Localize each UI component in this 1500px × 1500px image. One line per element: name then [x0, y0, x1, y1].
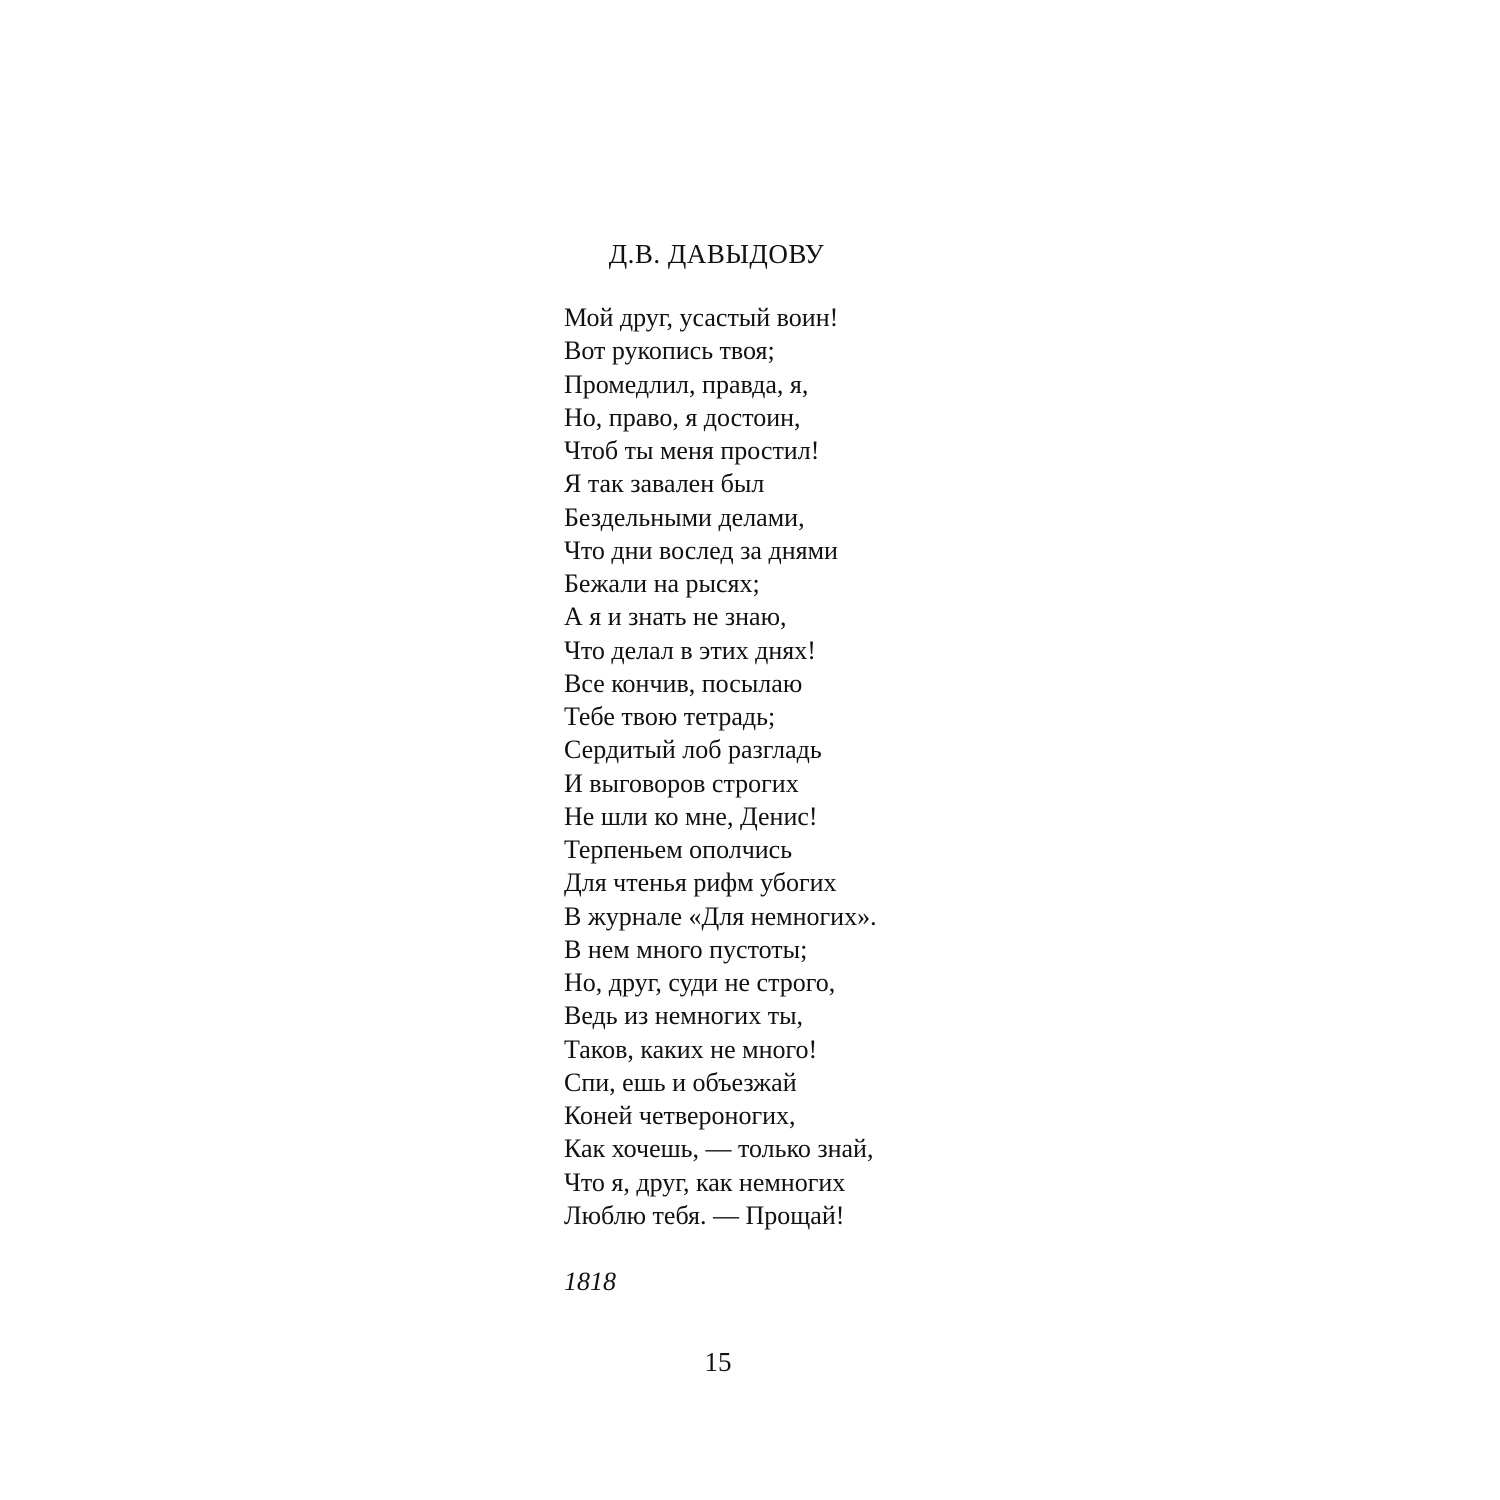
poem-line: Что дни вослед за днями: [564, 535, 838, 565]
poem-line: Как хочешь, — только знай,: [564, 1134, 874, 1164]
poem-line: В нем много пустоты;: [564, 934, 808, 964]
poem-title: Д.В. ДАВЫДОВУ: [608, 239, 825, 269]
poem-line: Не шли ко мне, Денис!: [564, 801, 818, 831]
poem-line: Люблю тебя. — Прощай!: [564, 1200, 845, 1230]
poem-line: Коней четвероногих,: [564, 1101, 796, 1130]
poem-line: Ведь из немногих ты,: [564, 1001, 804, 1031]
poem-line: Мой друг, усастый воин!: [564, 303, 839, 332]
poem-line: Я так завален был: [564, 469, 765, 499]
poem-line: Для чтенья рифм убогих: [564, 868, 837, 898]
poem-date: 1818: [564, 1267, 616, 1296]
poem-line: А я и знать не знаю,: [564, 602, 787, 632]
poem-line: Что делал в этих днях!: [564, 635, 816, 665]
poem-line: Что я, друг, как немногих: [564, 1167, 846, 1197]
poem-line: Но, друг, суди не строго,: [564, 968, 836, 997]
poem-line: И выговоров строгих: [564, 768, 799, 798]
poem-line: Тебе твою тетрадь;: [564, 702, 776, 731]
poem-line: Бездельными делами,: [564, 502, 805, 532]
poem-text: [564, 301, 984, 1232]
poem-line: Сердитый лоб разгладь: [564, 735, 822, 765]
poem-line: Но, право, я достоин,: [564, 402, 801, 432]
poem-line: Вот рукопись твоя;: [564, 336, 775, 366]
poem-line: В журнале «Для немногих».: [564, 901, 877, 931]
poem-line: Промедлил, правда, я,: [564, 369, 809, 399]
poem-line: Все кончив, посылаю: [564, 668, 803, 698]
poem-line: Спи, ешь и объезжай: [564, 1067, 797, 1097]
page-number: 15: [704, 1347, 732, 1377]
poem-line: Терпеньем ополчись: [564, 835, 793, 864]
poem-line: Таков, каких не много!: [564, 1034, 818, 1064]
poem-line: Чтоб ты меня простил!: [564, 436, 820, 465]
poem-line: Бежали на рысях;: [564, 569, 760, 598]
